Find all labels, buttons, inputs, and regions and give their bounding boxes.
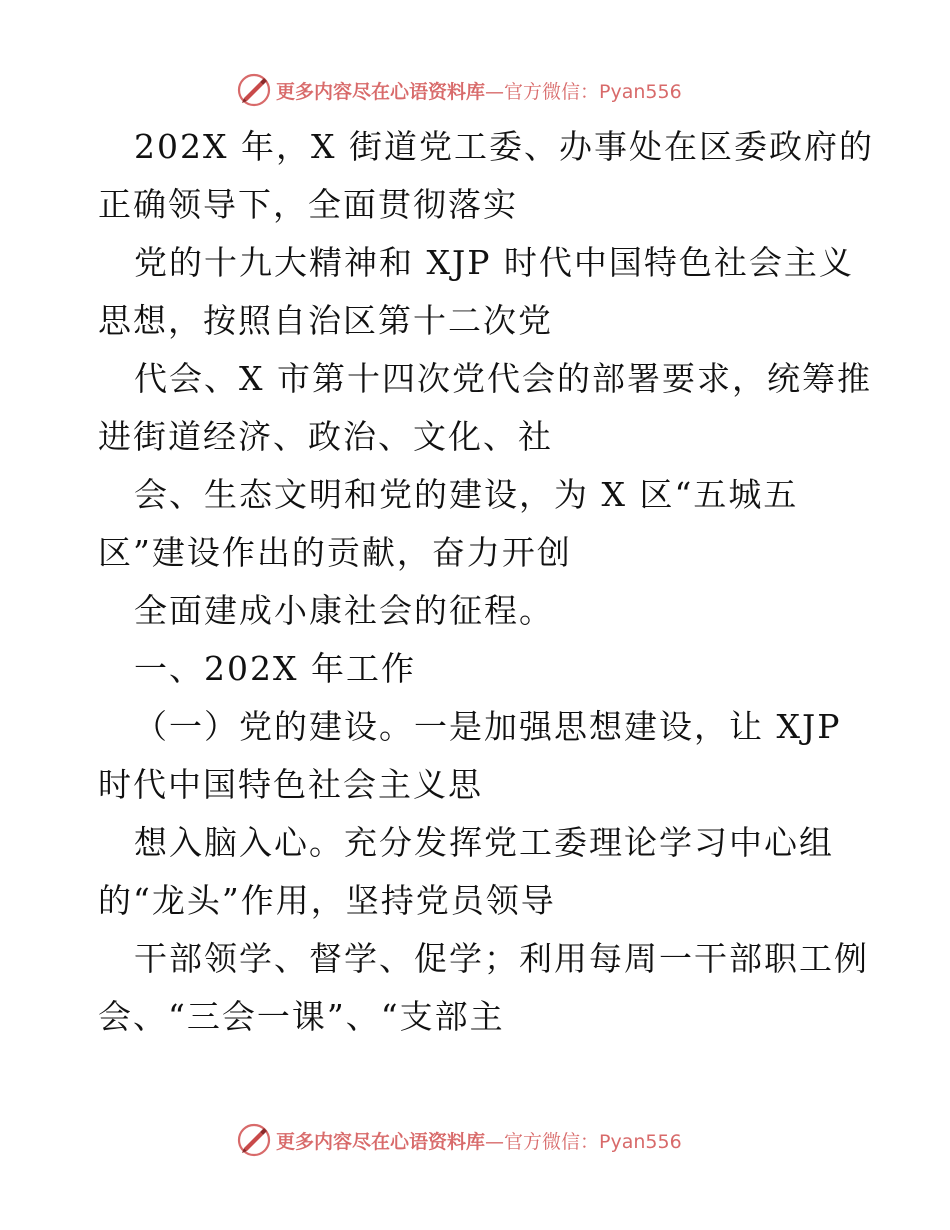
- footer-watermark: [236, 1120, 682, 1160]
- text-line-1: 202X 年，X 街道党工委、办事处在区委政府的: [134, 127, 874, 166]
- text-line-13: 想入脑入心。充分发挥党工委理论学习中心组: [134, 823, 834, 862]
- watermark-main-text: 更多内容尽在心语资料库: [276, 80, 486, 103]
- text-line-6: 进街道经济、政治、文化、社: [98, 417, 553, 456]
- text-line-3: 党的十九大精神和 XJP 时代中国特色社会主义: [134, 243, 854, 282]
- pen-logo-icon: [236, 72, 272, 108]
- text-line-14: 的“龙头”作用，坚持党员领导: [98, 881, 556, 920]
- text-line-4: 思想，按照自治区第十二次党: [98, 301, 553, 340]
- text-line-7: 会、生态文明和党的建设，为 X 区“五城五: [134, 475, 799, 514]
- text-line-9: 全面建成小康社会的征程。: [134, 591, 554, 630]
- text-line-11: （一）党的建设。一是加强思想建设，让 XJP: [134, 707, 842, 746]
- watermark-main-text: 更多内容尽在心语资料库: [276, 1130, 486, 1153]
- document-body: [98, 118, 898, 1046]
- text-line-2: 正确领导下，全面贯彻落实: [98, 185, 518, 224]
- section-heading: 一、202X 年工作: [134, 649, 416, 688]
- text-line-8: 区”建设作出的贡献，奋力开创: [98, 533, 572, 572]
- pen-logo-icon: [236, 1122, 272, 1158]
- text-line-12: 时代中国特色社会主义思: [98, 765, 483, 804]
- text-line-15: 干部领学、督学、促学；利用每周一干部职工例: [134, 939, 869, 978]
- watermark-sub-text: —官方微信：Pyan556: [485, 80, 682, 103]
- text-line-16: 会、“三会一课”、“支部主: [98, 997, 505, 1036]
- header-watermark: [236, 70, 682, 110]
- watermark-sub-text: —官方微信：Pyan556: [485, 1130, 682, 1153]
- text-line-5: 代会、X 市第十四次党代会的部署要求，统筹推: [134, 359, 872, 398]
